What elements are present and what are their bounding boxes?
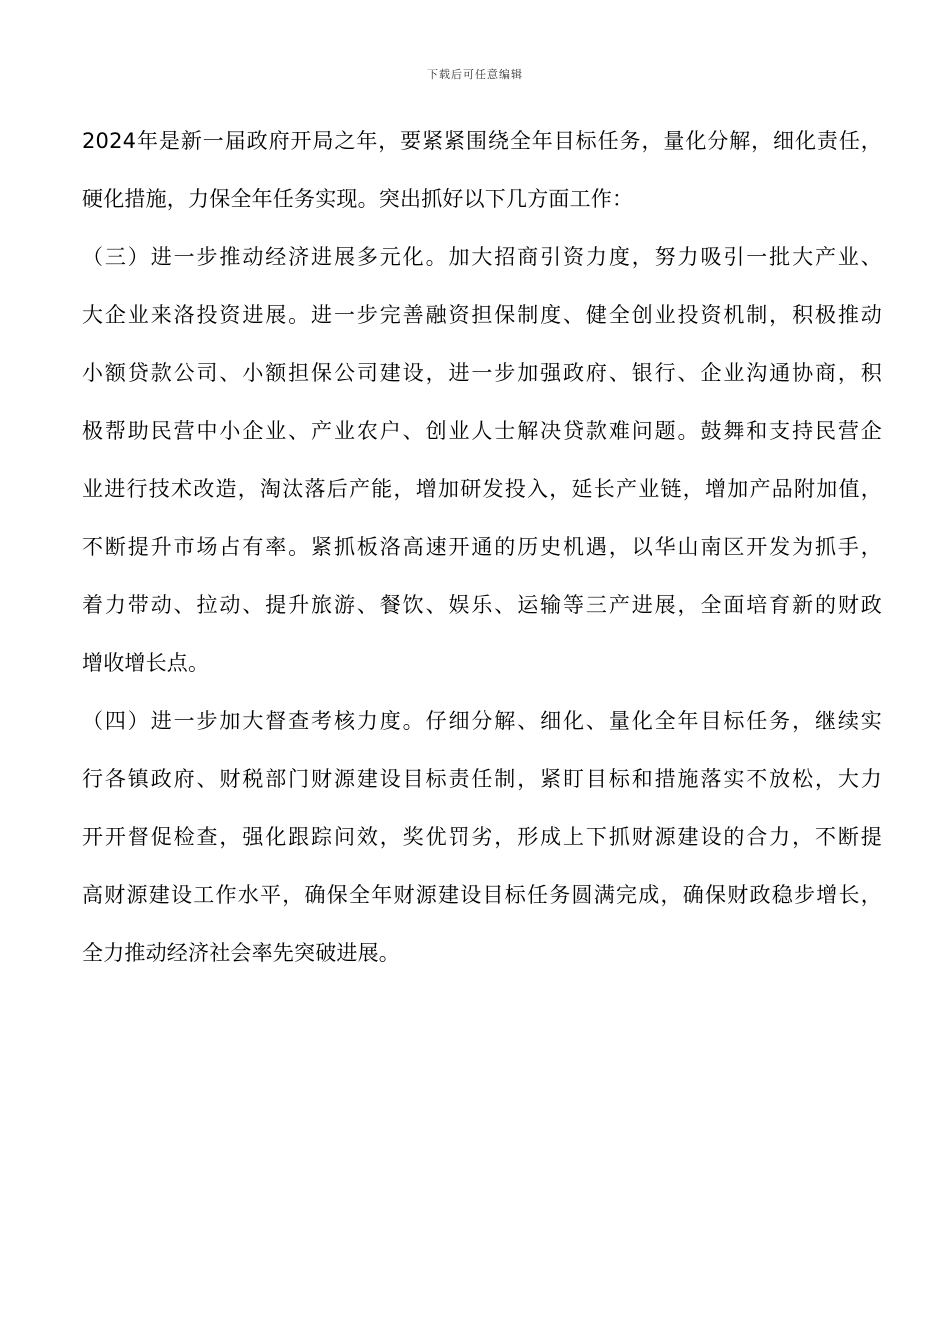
text-line: 着力带动、拉动、提升旅游、餐饮、娱乐、运输等三产进展，全面培育新的财政 <box>82 593 882 617</box>
text-line: 增收增长点。 <box>82 651 210 675</box>
text-line: 大企业来洛投资进展。进一步完善融资担保制度、健全创业投资机制，积极推动 <box>82 303 882 327</box>
text-line: 全力推动经济社会率先突破进展。 <box>82 941 400 965</box>
text-line: 不断提升市场占有率。紧抓板洛高速开通的历史机遇，以华山南区开发为抓手， <box>82 535 882 559</box>
text-line: 开开督促检查，强化跟踪问效，奖优罚劣，形成上下抓财源建设的合力，不断提 <box>82 825 882 849</box>
text-line: 2024年是新一届政府开局之年，要紧紧围绕全年目标任务，量化分解，细化责任， <box>82 129 882 153</box>
text-line: 行各镇政府、财税部门财源建设目标责任制，紧盯目标和措施落实不放松，大力 <box>82 767 882 791</box>
body-text <box>82 112 882 982</box>
text-line: 硬化措施，力保全年任务实现。突出抓好以下几方面工作： <box>82 187 634 211</box>
text-line: （三）进一步推动经济进展多元化。加大招商引资力度，努力吸引一批大产业、 <box>82 245 882 269</box>
text-line: 业进行技术改造，淘汰落后产能，增加研发投入，延长产业链，增加产品附加值， <box>82 477 882 501</box>
text-line: 小额贷款公司、小额担保公司建设，进一步加强政府、银行、企业沟通协商，积 <box>82 361 882 385</box>
text-line: 高财源建设工作水平，确保全年财源建设目标任务圆满完成，确保财政稳步增长， <box>82 883 882 907</box>
text-line: （四）进一步加大督查考核力度。仔细分解、细化、量化全年目标任务，继续实 <box>82 709 882 733</box>
header-note: 下载后可任意编辑 <box>427 68 523 81</box>
text-line: 极帮助民营中小企业、产业农户、创业人士解决贷款难问题。鼓舞和支持民营企 <box>82 419 882 443</box>
